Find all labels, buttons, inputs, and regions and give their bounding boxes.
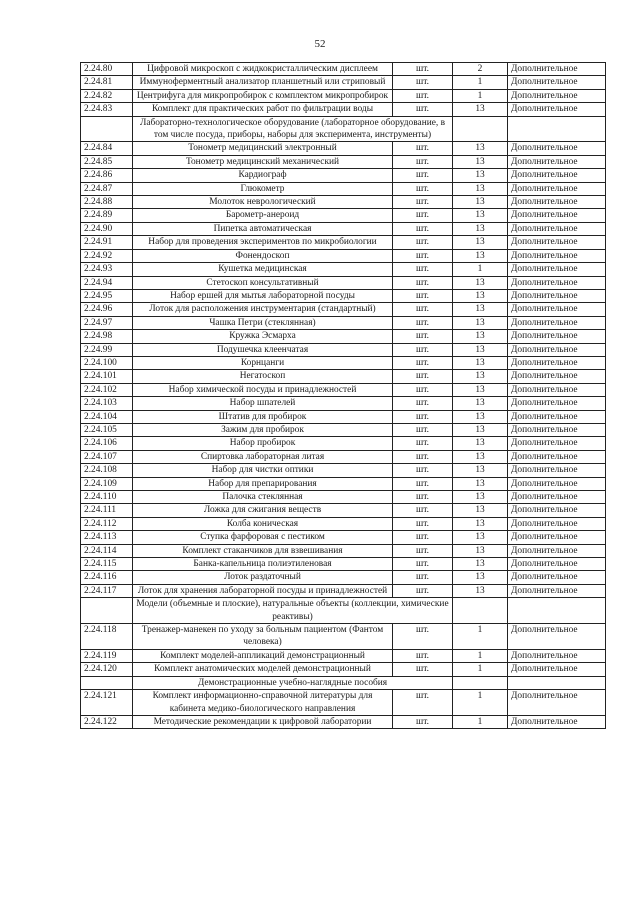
item-type: Дополнительное xyxy=(508,222,606,235)
item-type: Дополнительное xyxy=(508,663,606,676)
item-number: 2.24.118 xyxy=(81,624,133,650)
item-quantity: 1 xyxy=(453,663,508,676)
item-unit: шт. xyxy=(393,236,453,249)
item-quantity: 13 xyxy=(453,437,508,450)
item-quantity: 1 xyxy=(453,76,508,89)
item-name: Банка-капельница полиэтиленовая xyxy=(133,558,393,571)
item-name: Набор для чистки оптики xyxy=(133,464,393,477)
item-type: Дополнительное xyxy=(508,303,606,316)
item-name: Тонометр медицинский механический xyxy=(133,155,393,168)
item-number: 2.24.106 xyxy=(81,437,133,450)
item-type: Дополнительное xyxy=(508,155,606,168)
item-unit: шт. xyxy=(393,330,453,343)
item-name: Цифровой микроскоп с жидкокристаллическим дисплеем xyxy=(133,63,393,76)
item-quantity: 13 xyxy=(453,182,508,195)
item-type: Дополнительное xyxy=(508,437,606,450)
item-quantity: 13 xyxy=(453,370,508,383)
table-row xyxy=(81,558,606,571)
item-unit: шт. xyxy=(393,316,453,329)
table-row xyxy=(81,397,606,410)
item-type: Дополнительное xyxy=(508,343,606,356)
item-quantity: 13 xyxy=(453,276,508,289)
table-row xyxy=(81,715,606,728)
item-type: Дополнительное xyxy=(508,517,606,530)
section-heading: Лабораторно-технологическое оборудование (лабораторное оборудование, в том числе посуда, приборы, наборы для эксперимента, инструменты) xyxy=(133,116,453,142)
item-name: Пипетка автоматическая xyxy=(133,222,393,235)
item-quantity: 1 xyxy=(453,715,508,728)
table-row xyxy=(81,89,606,102)
item-name: Штатив для пробирок xyxy=(133,410,393,423)
item-number: 2.24.91 xyxy=(81,236,133,249)
table-row xyxy=(81,169,606,182)
item-number: 2.24.113 xyxy=(81,531,133,544)
item-type: Дополнительное xyxy=(508,76,606,89)
item-quantity: 13 xyxy=(453,517,508,530)
table-row xyxy=(81,249,606,262)
item-type: Дополнительное xyxy=(508,504,606,517)
item-name: Комплект информационно-справочной литературы для кабинета медико-биологического направления xyxy=(133,690,393,716)
item-type: Дополнительное xyxy=(508,142,606,155)
item-quantity: 1 xyxy=(453,89,508,102)
item-quantity: 13 xyxy=(453,196,508,209)
item-name: Спиртовка лабораторная литая xyxy=(133,450,393,463)
table-row xyxy=(81,437,606,450)
item-number: 2.24.121 xyxy=(81,690,133,716)
item-quantity: 2 xyxy=(453,63,508,76)
item-type: Дополнительное xyxy=(508,63,606,76)
item-name: Комплект стаканчиков для взвешивания xyxy=(133,544,393,557)
item-quantity: 13 xyxy=(453,249,508,262)
item-number: 2.24.97 xyxy=(81,316,133,329)
item-type: Дополнительное xyxy=(508,209,606,222)
item-number: 2.24.101 xyxy=(81,370,133,383)
table-row xyxy=(81,423,606,436)
table-row xyxy=(81,289,606,302)
item-name: Кружка Эсмарха xyxy=(133,330,393,343)
table-row xyxy=(81,330,606,343)
item-type: Дополнительное xyxy=(508,558,606,571)
item-number: 2.24.111 xyxy=(81,504,133,517)
item-number: 2.24.122 xyxy=(81,715,133,728)
item-number: 2.24.103 xyxy=(81,397,133,410)
section-row xyxy=(81,598,606,624)
item-unit: шт. xyxy=(393,571,453,584)
item-name: Зажим для пробирок xyxy=(133,423,393,436)
item-number: 2.24.99 xyxy=(81,343,133,356)
item-quantity: 13 xyxy=(453,450,508,463)
section-qty-cell xyxy=(453,676,508,689)
item-quantity: 1 xyxy=(453,624,508,650)
table-row xyxy=(81,410,606,423)
item-unit: шт. xyxy=(393,544,453,557)
page-number: 52 xyxy=(314,38,326,50)
table-row xyxy=(81,370,606,383)
item-name: Набор для препарирования xyxy=(133,477,393,490)
item-quantity: 1 xyxy=(453,690,508,716)
table-row xyxy=(81,142,606,155)
item-quantity: 13 xyxy=(453,423,508,436)
item-unit: шт. xyxy=(393,303,453,316)
item-number: 2.24.89 xyxy=(81,209,133,222)
item-name: Глюкометр xyxy=(133,182,393,195)
item-unit: шт. xyxy=(393,276,453,289)
item-number: 2.24.117 xyxy=(81,584,133,597)
item-number: 2.24.92 xyxy=(81,249,133,262)
item-unit: шт. xyxy=(393,624,453,650)
item-number: 2.24.100 xyxy=(81,356,133,369)
section-type-cell xyxy=(508,598,606,624)
item-unit: шт. xyxy=(393,649,453,662)
item-number: 2.24.112 xyxy=(81,517,133,530)
table-row xyxy=(81,584,606,597)
item-unit: шт. xyxy=(393,76,453,89)
item-unit: шт. xyxy=(393,103,453,116)
item-type: Дополнительное xyxy=(508,649,606,662)
item-name: Комплект моделей-аппликаций демонстрационный xyxy=(133,649,393,662)
item-unit: шт. xyxy=(393,410,453,423)
item-name: Лоток для хранения лабораторной посуды и принадлежностей xyxy=(133,584,393,597)
item-name: Кушетка медицинская xyxy=(133,263,393,276)
item-quantity: 13 xyxy=(453,289,508,302)
item-type: Дополнительное xyxy=(508,584,606,597)
item-number: 2.24.116 xyxy=(81,571,133,584)
item-unit: шт. xyxy=(393,397,453,410)
item-quantity: 13 xyxy=(453,222,508,235)
item-quantity: 13 xyxy=(453,584,508,597)
item-name: Комплект анатомических моделей демонстрационный xyxy=(133,663,393,676)
item-quantity: 13 xyxy=(453,356,508,369)
item-type: Дополнительное xyxy=(508,383,606,396)
section-heading: Модели (объемные и плоские), натуральные объекты (коллекции, химические реактивы) xyxy=(133,598,453,624)
table-row xyxy=(81,491,606,504)
table-row xyxy=(81,263,606,276)
table-row xyxy=(81,209,606,222)
item-number: 2.24.115 xyxy=(81,558,133,571)
item-type: Дополнительное xyxy=(508,571,606,584)
item-name: Комплект для практических работ по фильтрации воды xyxy=(133,103,393,116)
item-type: Дополнительное xyxy=(508,316,606,329)
table-row xyxy=(81,504,606,517)
item-name: Иммуноферментный анализатор планшетный или стриповый xyxy=(133,76,393,89)
item-unit: шт. xyxy=(393,196,453,209)
item-unit: шт. xyxy=(393,89,453,102)
item-unit: шт. xyxy=(393,289,453,302)
item-quantity: 13 xyxy=(453,103,508,116)
item-type: Дополнительное xyxy=(508,330,606,343)
table-row xyxy=(81,356,606,369)
item-name: Фонендоскоп xyxy=(133,249,393,262)
equipment-table-body xyxy=(81,63,606,729)
item-name: Подушечка клеенчатая xyxy=(133,343,393,356)
table-row xyxy=(81,276,606,289)
item-number: 2.24.95 xyxy=(81,289,133,302)
item-unit: шт. xyxy=(393,370,453,383)
table-row xyxy=(81,303,606,316)
item-quantity: 1 xyxy=(453,649,508,662)
item-number: 2.24.105 xyxy=(81,423,133,436)
item-quantity: 13 xyxy=(453,558,508,571)
equipment-table xyxy=(80,62,606,729)
item-quantity: 13 xyxy=(453,343,508,356)
item-number: 2.24.90 xyxy=(81,222,133,235)
item-unit: шт. xyxy=(393,464,453,477)
item-unit: шт. xyxy=(393,155,453,168)
table-row xyxy=(81,544,606,557)
item-number: 2.24.93 xyxy=(81,263,133,276)
item-quantity: 13 xyxy=(453,303,508,316)
table-row xyxy=(81,624,606,650)
section-qty-cell xyxy=(453,598,508,624)
item-unit: шт. xyxy=(393,343,453,356)
item-number: 2.24.85 xyxy=(81,155,133,168)
item-unit: шт. xyxy=(393,477,453,490)
item-type: Дополнительное xyxy=(508,544,606,557)
item-unit: шт. xyxy=(393,558,453,571)
item-name: Методические рекомендации к цифровой лаборатории xyxy=(133,715,393,728)
item-quantity: 1 xyxy=(453,263,508,276)
item-unit: шт. xyxy=(393,504,453,517)
table-row xyxy=(81,182,606,195)
item-unit: шт. xyxy=(393,182,453,195)
item-number: 2.24.107 xyxy=(81,450,133,463)
item-number: 2.24.102 xyxy=(81,383,133,396)
item-unit: шт. xyxy=(393,531,453,544)
item-name: Колба коническая xyxy=(133,517,393,530)
item-unit: шт. xyxy=(393,450,453,463)
item-unit: шт. xyxy=(393,222,453,235)
table-row xyxy=(81,155,606,168)
table-row xyxy=(81,383,606,396)
item-type: Дополнительное xyxy=(508,89,606,102)
item-quantity: 13 xyxy=(453,236,508,249)
item-name: Барометр-анероид xyxy=(133,209,393,222)
item-unit: шт. xyxy=(393,437,453,450)
table-row xyxy=(81,571,606,584)
item-number: 2.24.108 xyxy=(81,464,133,477)
item-type: Дополнительное xyxy=(508,289,606,302)
item-quantity: 13 xyxy=(453,464,508,477)
item-quantity: 13 xyxy=(453,383,508,396)
item-unit: шт. xyxy=(393,715,453,728)
section-row xyxy=(81,676,606,689)
section-num-cell xyxy=(81,598,133,624)
item-unit: шт. xyxy=(393,517,453,530)
item-type: Дополнительное xyxy=(508,276,606,289)
item-number: 2.24.94 xyxy=(81,276,133,289)
item-name: Палочка стеклянная xyxy=(133,491,393,504)
item-quantity: 13 xyxy=(453,504,508,517)
table-row xyxy=(81,477,606,490)
item-unit: шт. xyxy=(393,690,453,716)
section-row xyxy=(81,116,606,142)
item-quantity: 13 xyxy=(453,169,508,182)
item-number: 2.24.83 xyxy=(81,103,133,116)
item-name: Тренажер-манекен по уходу за больным пациентом (Фантом человека) xyxy=(133,624,393,650)
item-unit: шт. xyxy=(393,169,453,182)
table-row xyxy=(81,196,606,209)
item-quantity: 13 xyxy=(453,531,508,544)
item-quantity: 13 xyxy=(453,410,508,423)
item-type: Дополнительное xyxy=(508,690,606,716)
item-number: 2.24.96 xyxy=(81,303,133,316)
table-row xyxy=(81,63,606,76)
item-unit: шт. xyxy=(393,663,453,676)
item-type: Дополнительное xyxy=(508,531,606,544)
item-name: Стетоскоп консультативный xyxy=(133,276,393,289)
table-row xyxy=(81,316,606,329)
item-type: Дополнительное xyxy=(508,397,606,410)
item-number: 2.24.88 xyxy=(81,196,133,209)
item-type: Дополнительное xyxy=(508,624,606,650)
item-quantity: 13 xyxy=(453,142,508,155)
item-number: 2.24.98 xyxy=(81,330,133,343)
item-name: Набор пробирок xyxy=(133,437,393,450)
item-type: Дополнительное xyxy=(508,477,606,490)
item-name: Набор для проведения экспериментов по микробиологии xyxy=(133,236,393,249)
table-row xyxy=(81,649,606,662)
section-qty-cell xyxy=(453,116,508,142)
table-row xyxy=(81,450,606,463)
table-row xyxy=(81,663,606,676)
item-name: Набор химической посуды и принадлежностей xyxy=(133,383,393,396)
item-number: 2.24.120 xyxy=(81,663,133,676)
item-type: Дополнительное xyxy=(508,263,606,276)
table-row xyxy=(81,103,606,116)
item-name: Лоток раздаточный xyxy=(133,571,393,584)
item-number: 2.24.84 xyxy=(81,142,133,155)
item-name: Ступка фарфоровая с пестиком xyxy=(133,531,393,544)
item-type: Дополнительное xyxy=(508,464,606,477)
item-type: Дополнительное xyxy=(508,491,606,504)
item-quantity: 13 xyxy=(453,491,508,504)
item-name: Тонометр медицинский электронный xyxy=(133,142,393,155)
item-quantity: 13 xyxy=(453,316,508,329)
item-number: 2.24.81 xyxy=(81,76,133,89)
item-name: Ложка для сжигания веществ xyxy=(133,504,393,517)
section-type-cell xyxy=(508,676,606,689)
item-type: Дополнительное xyxy=(508,196,606,209)
item-name: Чашка Петри (стеклянная) xyxy=(133,316,393,329)
item-name: Кардиограф xyxy=(133,169,393,182)
item-number: 2.24.110 xyxy=(81,491,133,504)
item-number: 2.24.109 xyxy=(81,477,133,490)
section-num-cell xyxy=(81,116,133,142)
section-type-cell xyxy=(508,116,606,142)
item-quantity: 13 xyxy=(453,544,508,557)
table-row xyxy=(81,517,606,530)
item-number: 2.24.114 xyxy=(81,544,133,557)
item-type: Дополнительное xyxy=(508,182,606,195)
item-type: Дополнительное xyxy=(508,715,606,728)
item-type: Дополнительное xyxy=(508,249,606,262)
item-number: 2.24.82 xyxy=(81,89,133,102)
item-number: 2.24.104 xyxy=(81,410,133,423)
item-quantity: 13 xyxy=(453,397,508,410)
item-name: Негатоскоп xyxy=(133,370,393,383)
item-number: 2.24.87 xyxy=(81,182,133,195)
table-row xyxy=(81,76,606,89)
item-type: Дополнительное xyxy=(508,450,606,463)
item-number: 2.24.80 xyxy=(81,63,133,76)
table-row xyxy=(81,222,606,235)
item-quantity: 13 xyxy=(453,209,508,222)
item-type: Дополнительное xyxy=(508,423,606,436)
section-heading: Демонстрационные учебно-наглядные пособия xyxy=(133,676,453,689)
item-type: Дополнительное xyxy=(508,410,606,423)
item-unit: шт. xyxy=(393,142,453,155)
item-name: Корнцанги xyxy=(133,356,393,369)
item-name: Набор ершей для мытья лабораторной посуды xyxy=(133,289,393,302)
item-unit: шт. xyxy=(393,491,453,504)
item-name: Лоток для расположения инструментария (стандартный) xyxy=(133,303,393,316)
item-unit: шт. xyxy=(393,209,453,222)
item-unit: шт. xyxy=(393,356,453,369)
table-row xyxy=(81,531,606,544)
item-type: Дополнительное xyxy=(508,356,606,369)
item-quantity: 13 xyxy=(453,330,508,343)
item-quantity: 13 xyxy=(453,477,508,490)
item-name: Молоток неврологический xyxy=(133,196,393,209)
item-unit: шт. xyxy=(393,263,453,276)
item-quantity: 13 xyxy=(453,155,508,168)
section-num-cell xyxy=(81,676,133,689)
item-name: Набор шпателей xyxy=(133,397,393,410)
table-row xyxy=(81,690,606,716)
table-row xyxy=(81,236,606,249)
item-name: Центрифуга для микропробирок с комплектом микропробирок xyxy=(133,89,393,102)
item-number: 2.24.119 xyxy=(81,649,133,662)
item-type: Дополнительное xyxy=(508,236,606,249)
item-type: Дополнительное xyxy=(508,169,606,182)
item-unit: шт. xyxy=(393,249,453,262)
item-unit: шт. xyxy=(393,63,453,76)
item-type: Дополнительное xyxy=(508,370,606,383)
item-type: Дополнительное xyxy=(508,103,606,116)
item-number: 2.24.86 xyxy=(81,169,133,182)
item-quantity: 13 xyxy=(453,571,508,584)
table-row xyxy=(81,464,606,477)
item-unit: шт. xyxy=(393,383,453,396)
table-row xyxy=(81,343,606,356)
item-unit: шт. xyxy=(393,584,453,597)
item-unit: шт. xyxy=(393,423,453,436)
